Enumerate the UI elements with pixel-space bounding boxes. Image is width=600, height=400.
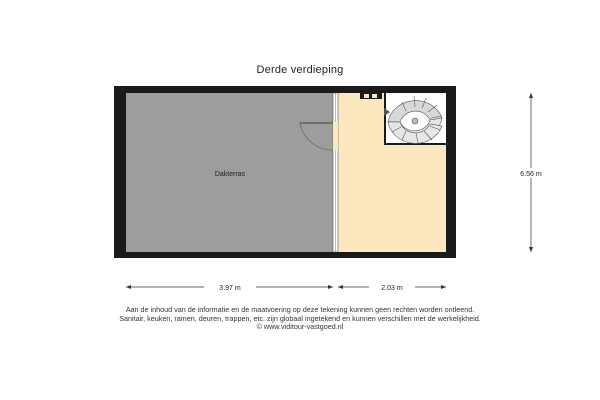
stair-wall-left <box>384 93 386 145</box>
room-label-dakterras: Dakterras <box>214 171 246 178</box>
door-opening <box>333 122 338 150</box>
disclaimer <box>0 306 600 332</box>
dim-arrow-right-end <box>441 285 446 289</box>
dim-arrow-bottom <box>529 247 533 252</box>
partition-gap-2 <box>372 94 377 98</box>
dimension-height: 6.56 m <box>520 171 542 178</box>
partition-top <box>360 93 382 99</box>
dim-arrow-left-end <box>328 285 333 289</box>
partition-gap-1 <box>364 94 369 98</box>
disclaimer-line-2: Sanitair, keuken, ramen, deuren, trappen, etc. zijn globaal ingetekend en kunnen verschillen met de werkelijkheid. <box>119 313 481 323</box>
dim-arrow-top <box>529 93 533 98</box>
floor-title: Derde verdieping <box>256 64 344 76</box>
disclaimer-line-3: © www.viditour-vastgoed.nl <box>256 322 344 332</box>
dimension-right-width: 2.03 m <box>381 285 403 292</box>
disclaimer-line-1: Aan de inhoud van de informatie en de maatvoering op deze tekening kunnen geen rechten worden ontleend. <box>125 305 475 314</box>
dim-arrow-left-start <box>126 285 131 289</box>
dim-arrow-right-start <box>338 285 343 289</box>
dimension-left-width: 3.97 m <box>219 285 241 292</box>
